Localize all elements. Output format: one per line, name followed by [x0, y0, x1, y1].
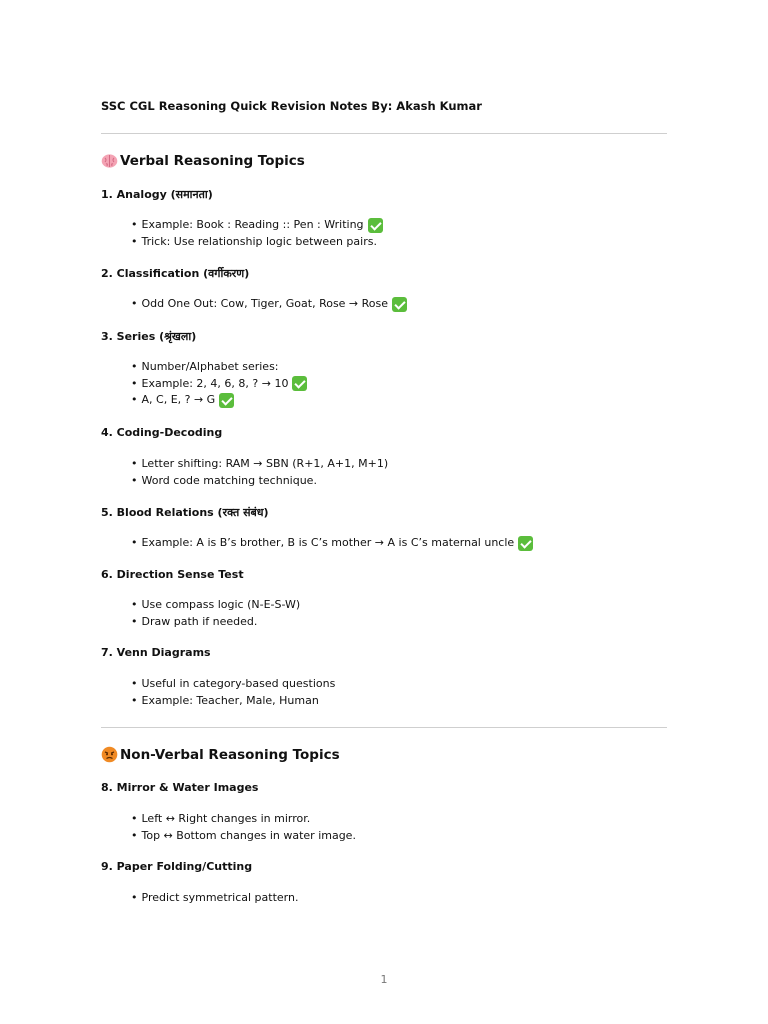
- list-item: [131, 890, 298, 907]
- bullet-marker: •: [131, 812, 138, 825]
- bullet-list: [131, 811, 356, 844]
- topic-heading: 2. Classification (वर्गीकरण): [101, 267, 250, 280]
- bullet-text: A, C, E, ? → G: [141, 393, 216, 406]
- brain-icon: [101, 152, 118, 169]
- bullet-marker: •: [131, 891, 138, 904]
- bullet-list: [131, 597, 300, 630]
- list-item: [131, 392, 307, 409]
- topic-heading: 4. Coding-Decoding: [101, 426, 223, 439]
- list-item: [131, 676, 335, 693]
- check-mark-icon: [392, 297, 407, 312]
- bullet-text: Use compass logic (N-E-S-W): [141, 598, 301, 611]
- bullet-marker: •: [131, 393, 138, 406]
- bullet-list: [131, 890, 298, 907]
- bullet-text: Example: Teacher, Male, Human: [141, 693, 319, 707]
- topic-heading: 6. Direction Sense Test: [101, 568, 244, 581]
- bullet-list: [131, 456, 388, 489]
- list-item: [131, 693, 335, 710]
- bullet-marker: •: [131, 297, 138, 310]
- bullet-marker: •: [131, 614, 138, 628]
- list-item: [131, 828, 356, 845]
- bullet-marker: •: [131, 360, 138, 373]
- bullet-marker: •: [131, 828, 138, 842]
- bullet-text: Letter shifting: RAM → SBN (R+1, A+1, M+1): [141, 457, 389, 470]
- list-item: [131, 296, 407, 313]
- divider: [101, 727, 667, 728]
- bullet-marker: •: [131, 473, 138, 487]
- section-heading-text: Verbal Reasoning Topics: [120, 152, 305, 169]
- bullet-text: Predict symmetrical pattern.: [141, 891, 299, 904]
- list-item: [131, 456, 388, 473]
- angry-face-icon: [101, 746, 118, 763]
- list-item: [131, 217, 383, 234]
- bullet-text: Left ↔ Right changes in mirror.: [141, 812, 311, 825]
- bullet-text: Useful in category-based questions: [141, 677, 336, 690]
- topic-heading: 7. Venn Diagrams: [101, 646, 211, 659]
- topic-heading: 3. Series (श्रृंखला): [101, 330, 197, 343]
- bullet-marker: •: [131, 598, 138, 611]
- list-item: [131, 811, 356, 828]
- section-heading-text: Non-Verbal Reasoning Topics: [120, 746, 340, 763]
- list-item: [131, 614, 300, 631]
- section-heading-verbal: [101, 152, 305, 169]
- bullet-marker: •: [131, 218, 138, 231]
- bullet-list: [131, 359, 307, 409]
- bullet-list: [131, 217, 383, 250]
- bullet-text: Number/Alphabet series:: [141, 360, 279, 373]
- topic-heading: 5. Blood Relations (रक्त संबंध): [101, 506, 269, 519]
- bullet-list: [131, 296, 407, 313]
- bullet-text: Example: Book : Reading :: Pen : Writing: [141, 218, 364, 231]
- bullet-text: Example: A is B’s brother, B is C’s mother → A is C’s maternal uncle: [141, 536, 515, 549]
- bullet-marker: •: [131, 536, 138, 549]
- check-mark-icon: [368, 218, 383, 233]
- check-mark-icon: [292, 376, 307, 391]
- topic-heading: 1. Analogy (समानता): [101, 188, 213, 201]
- divider: [101, 133, 667, 134]
- list-item: [131, 597, 300, 614]
- bullet-list: [131, 535, 533, 552]
- topic-heading: 9. Paper Folding/Cutting: [101, 860, 253, 873]
- list-item: [131, 359, 307, 376]
- section-heading-non-verbal: [101, 746, 340, 763]
- list-item: [131, 535, 533, 552]
- bullet-marker: •: [131, 376, 138, 390]
- bullet-marker: •: [131, 677, 138, 690]
- bullet-text: Example: 2, 4, 6, 8, ? → 10: [141, 376, 289, 390]
- bullet-text: Odd One Out: Cow, Tiger, Goat, Rose → Rose: [141, 297, 389, 310]
- bullet-text: Draw path if needed.: [141, 614, 258, 628]
- document-title: SSC CGL Reasoning Quick Revision Notes By: Akash Kumar: [101, 99, 482, 113]
- topic-heading: 8. Mirror & Water Images: [101, 781, 259, 794]
- bullet-marker: •: [131, 693, 138, 707]
- list-item: [131, 473, 388, 490]
- bullet-text: Top ↔ Bottom changes in water image.: [141, 828, 356, 842]
- bullet-list: [131, 676, 335, 709]
- list-item: [131, 234, 383, 251]
- bullet-marker: •: [131, 234, 138, 248]
- check-mark-icon: [219, 393, 234, 408]
- bullet-text: Trick: Use relationship logic between pairs.: [141, 234, 377, 248]
- bullet-marker: •: [131, 457, 138, 470]
- page-number: 1: [380, 973, 388, 986]
- list-item: [131, 376, 307, 393]
- bullet-text: Word code matching technique.: [141, 473, 317, 487]
- check-mark-icon: [518, 536, 533, 551]
